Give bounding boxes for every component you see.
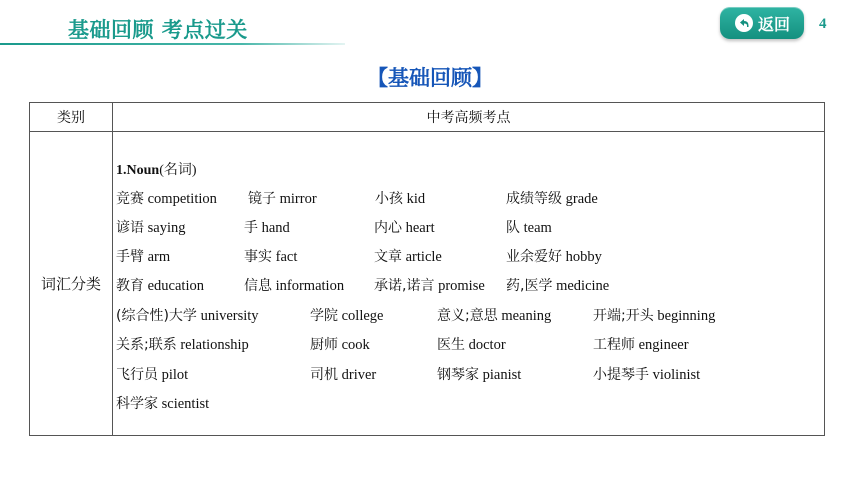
vocabulary-term: 科学家 scientist <box>116 396 210 412</box>
column-header-category: 类别 <box>30 103 113 132</box>
category-cell: 词汇分类 <box>30 132 113 436</box>
vocabulary-table <box>29 102 825 436</box>
vocabulary-content-cell <box>113 132 825 436</box>
vocabulary-term: 事实 fact <box>244 249 298 265</box>
vocabulary-term: 信息 information <box>244 278 345 294</box>
vocabulary-term: 学院 college <box>310 308 384 324</box>
vocabulary-term: 镜子 mirror <box>248 191 317 207</box>
table-header-row <box>30 103 825 132</box>
back-arrow-icon <box>734 13 754 33</box>
vocabulary-term: 小孩 kid <box>375 191 426 207</box>
back-button[interactable] <box>720 7 804 39</box>
vocabulary-row <box>116 188 821 208</box>
vocabulary-term: 手臂 arm <box>116 249 171 265</box>
vocabulary-term: 竞赛 competition <box>116 191 217 207</box>
section-title: 【基础回顾】 <box>367 66 493 90</box>
vocabulary-term: 意义;意思 meaning <box>437 308 552 324</box>
vocabulary-term: 药,医学 medicine <box>506 278 610 294</box>
vocabulary-term: 工程师 engineer <box>593 337 689 353</box>
vocabulary-term: 谚语 saying <box>116 220 186 236</box>
vocabulary-term: 队 team <box>506 220 552 236</box>
vocabulary-row <box>116 246 821 266</box>
noun-title: 1.Noun <box>116 163 160 178</box>
page-number: 4 <box>819 16 827 32</box>
vocabulary-row <box>116 305 821 325</box>
vocabulary-term: 承诺,诺言 promise <box>374 278 485 294</box>
vocabulary-term: 厨师 cook <box>310 337 370 353</box>
column-header-key-points: 中考高频考点 <box>113 103 825 132</box>
vocabulary-term: 内心 heart <box>374 220 435 236</box>
vocabulary-term: 关系;联系 relationship <box>116 337 249 353</box>
vocabulary-term: 医生 doctor <box>437 337 506 353</box>
back-button-label: 返回 <box>757 14 790 34</box>
vocabulary-term: 手 hand <box>244 220 290 236</box>
noun-heading <box>116 159 197 179</box>
vocabulary-term: 文章 article <box>374 249 442 265</box>
noun-subtitle: (名词) <box>159 163 197 178</box>
vocabulary-term: (综合性)大学 university <box>116 308 259 324</box>
vocabulary-row <box>116 393 821 413</box>
table-row <box>30 132 825 436</box>
vocabulary-term: 司机 driver <box>310 367 377 383</box>
header-underline <box>0 43 345 45</box>
header-title: 基础回顾 考点过关 <box>68 18 248 42</box>
vocabulary-term: 飞行员 pilot <box>116 367 189 383</box>
vocabulary-row <box>116 334 821 354</box>
vocabulary-term: 小提琴手 violinist <box>593 367 701 383</box>
vocabulary-term: 开端;开头 beginning <box>593 308 716 324</box>
vocabulary-term: 钢琴家 pianist <box>437 367 522 383</box>
vocabulary-row <box>116 364 821 384</box>
vocabulary-term: 教育 education <box>116 278 204 294</box>
vocabulary-row <box>116 217 821 237</box>
vocabulary-term: 业余爱好 hobby <box>506 249 602 265</box>
vocabulary-row <box>116 275 821 295</box>
vocabulary-term: 成绩等级 grade <box>506 191 598 207</box>
